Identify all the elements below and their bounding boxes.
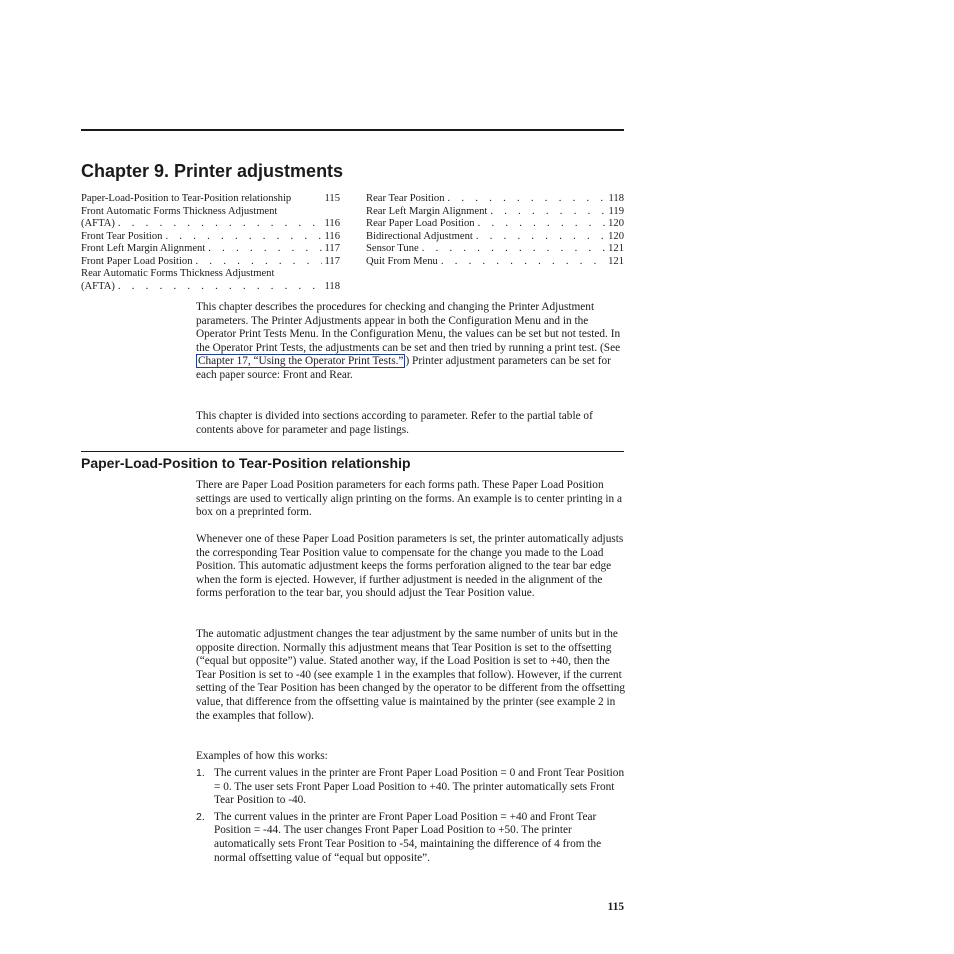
toc-entry[interactable]: Front Paper Load Position . . . 117 [81,256,340,269]
section-paragraph-2: Whenever one of these Paper Load Position parameters is set, the printer automatically adjusts the corresponding Tear Position value to compensate for the change you made to the Load Position. This automatic adjustment keeps the forms perforation aligned to the tear bar edge when the form is ejected. However, if further adjustment is needed in the alignment of the forms perforation to the tear bar, you should adjust the Tear Position value. [196,533,624,600]
list-item: 2. The current values in the printer are Front Paper Load Position = +40 and Front Tear Position = -44. The user changes Front Paper Load Position to +50. The printer automatically sets Front Tear Position to -54, maintaining the difference of 4 from the normal offsetting value of “equal but opposite”. [196,810,602,864]
toc-right-column [366,193,624,268]
chapter-top-rule [81,129,624,131]
chapter-17-link[interactable]: Chapter 17, “Using the Operator Print Tests.” [198,355,404,368]
section-rule [81,451,624,452]
chapter-title: Chapter 9. Printer adjustments [81,161,344,181]
section-paragraph-4: Examples of how this works: [196,750,328,762]
list-item: 1. The current values in the printer are Front Paper Load Position = 0 and Front Tear Position = 0. The user sets Front Paper Load Position to +40. The printer automatically sets Front Tear Position to -40. [196,767,625,807]
toc-entry[interactable]: Quit From Menu . . . 121 [366,256,624,269]
toc-entry[interactable]: Front Left Margin Alignment . . . 117 [81,243,340,256]
toc-entry[interactable]: Front Automatic Forms Thickness Adjustment (AFTA) . . . 116 [81,206,340,231]
intro-paragraph-1: This chapter describes the procedures for checking and changing the Printer Adjustment parameters. The Printer Adjustments appear in both the Configuration Menu and in the Operator Print Tests Menu. In the Configuration Menu, the values can be set but not tested. In the Operator Print Tests, the adjustments can be set and then tried by running a print test. (See Chapter 17, “Using the Operator Print Tests.” ) Printer adjustment parameters can be set for each paper source: Front and Rear. [196,301,621,381]
toc-entry[interactable]: Paper-Load-Position to Tear-Position relationship 115 [81,193,340,204]
toc-entry[interactable]: Rear Tear Position . . . 118 [366,193,624,206]
page-number: 115 [607,901,624,913]
toc-entry[interactable]: Bidirectional Adjustment . . . 120 [366,231,624,244]
toc-entry[interactable]: Rear Automatic Forms Thickness Adjustment (AFTA) . . . 118 [81,268,340,293]
toc-entry[interactable]: Front Tear Position . . . 116 [81,231,340,244]
section-paragraph-3: The automatic adjustment changes the tear adjustment by the same number of units but in the opposite direction. Normally this adjustment means that Tear Position is set to the offsetting (“equal but opposite”) value. Stated another way, if the Load Position is set to +40, then the Tear Position is set to -40 (see example 1 in the examples that follow). However, if the current setting of the Tear Position has been changed by the operator to be different from the offsetting value, that difference from the offsetting value is maintained by the printer (see example 2 in the examples that follow). [196,628,625,722]
intro-paragraph-2: This chapter is divided into sections according to parameter. Refer to the partial table of contents above for parameter and page listings. [196,410,593,436]
examples-list [196,767,626,865]
toc-entry[interactable]: Sensor Tune . . . 121 [366,243,624,256]
toc-entry[interactable]: Rear Paper Load Position . . . 120 [366,218,624,231]
section-paragraph-1: There are Paper Load Position parameters for each forms path. These Paper Load Position settings are used to vertically align printing on the forms. An example is to center printing in a box on a preprinted form. [196,479,623,519]
toc-left-column [81,193,340,293]
toc-entry[interactable]: Rear Left Margin Alignment . . . 119 [366,206,624,219]
section-title: Paper-Load-Position to Tear-Position relationship [81,455,411,471]
